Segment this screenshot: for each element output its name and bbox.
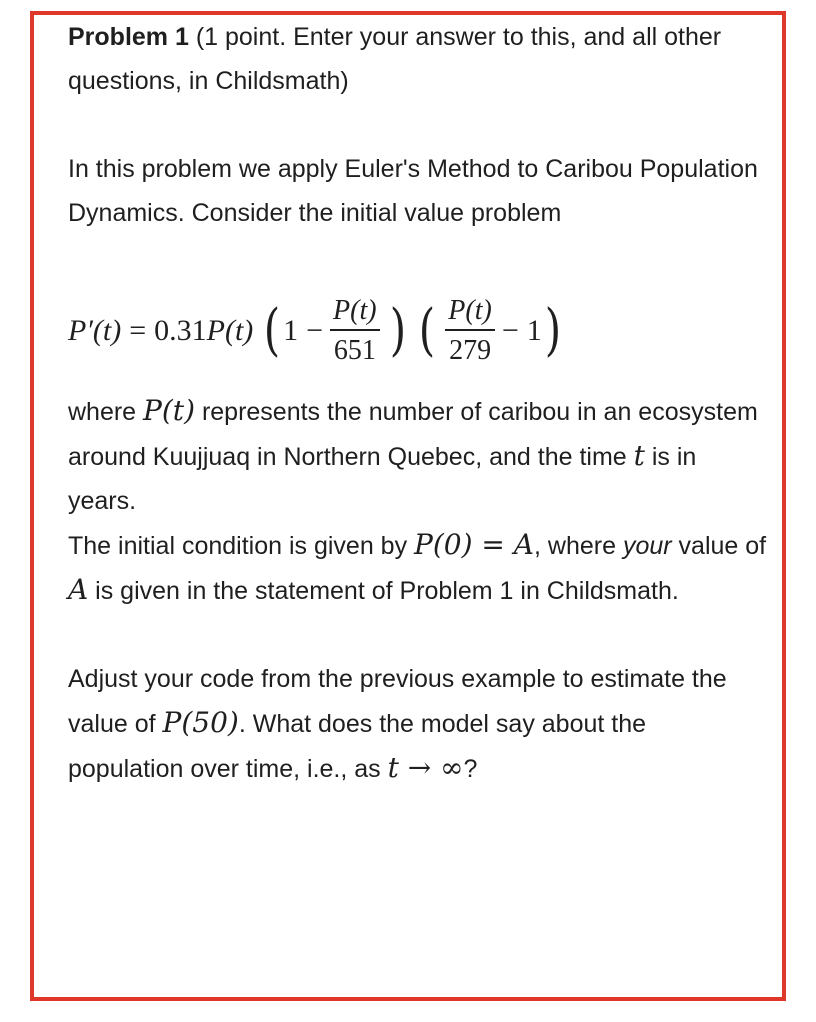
- intro-paragraph: In this problem we apply Euler's Method to Caribou Population Dynamics. Consider the initial value problem: [68, 155, 758, 227]
- initial-math: P(0) = A: [414, 528, 535, 561]
- problem-heading: [68, 15, 768, 103]
- where-text-3: is in years.: [68, 443, 697, 515]
- problem-title: Problem 1: [68, 23, 189, 51]
- where-math-p: P(t): [143, 394, 195, 427]
- eq-coefficient: 0.31: [154, 314, 207, 347]
- fraction-1-numerator: P(t): [333, 295, 377, 326]
- fraction-2: [444, 297, 496, 365]
- adjust-math-p50: P(50): [162, 706, 239, 739]
- eq-one-a: 1: [283, 314, 299, 347]
- fraction-2-numerator: P(t): [448, 295, 492, 326]
- initial-text-1: The initial condition is given by: [68, 532, 415, 560]
- eq-minus-b: −: [501, 314, 519, 347]
- problem-frame: [30, 11, 786, 1001]
- points-note: (1 point. Enter your answer to this, and all other questions, in Childsmath): [68, 23, 722, 95]
- adjust-text-3: ?: [463, 755, 478, 783]
- adjust-text-1: Adjust your code from the previous example to estimate the value of: [68, 665, 727, 738]
- initial-text-4: is given in the statement of Problem 1 in Childsmath.: [88, 577, 679, 605]
- fraction-1-denominator: 651: [330, 329, 380, 365]
- initial-emphasis: your: [622, 532, 672, 560]
- eq-equals: =: [129, 314, 147, 347]
- initial-text-2: , where: [534, 532, 623, 560]
- left-paren-2: (: [419, 298, 436, 363]
- eq-minus-a: −: [306, 314, 324, 347]
- fraction-1: [329, 297, 381, 365]
- where-text-2: represents the number of caribou in an ecosystem around Kuujjuaq in Northern Quebec, and the time: [68, 398, 758, 471]
- right-paren-1: ): [389, 298, 406, 363]
- eq-one-b: 1: [526, 314, 542, 347]
- where-math-t: t: [633, 439, 645, 472]
- eq-factor: P(t): [206, 314, 254, 347]
- left-paren-1: (: [263, 298, 281, 363]
- fraction-2-denominator: 279: [445, 329, 495, 365]
- initial-math-a: A: [68, 573, 89, 606]
- where-paragraph: [68, 389, 768, 613]
- problem-content: [68, 15, 768, 791]
- adjust-math-limit: t → ∞: [387, 751, 464, 784]
- ode-equation: [68, 257, 768, 389]
- initial-text-3: value of: [671, 532, 767, 560]
- eq-lhs: P′(t): [68, 314, 122, 347]
- where-text-1: where: [68, 398, 144, 426]
- adjust-paragraph: [68, 657, 768, 791]
- adjust-text-2: . What does the model say about the population over time, i.e., as: [68, 710, 647, 783]
- right-paren-2: ): [544, 298, 561, 363]
